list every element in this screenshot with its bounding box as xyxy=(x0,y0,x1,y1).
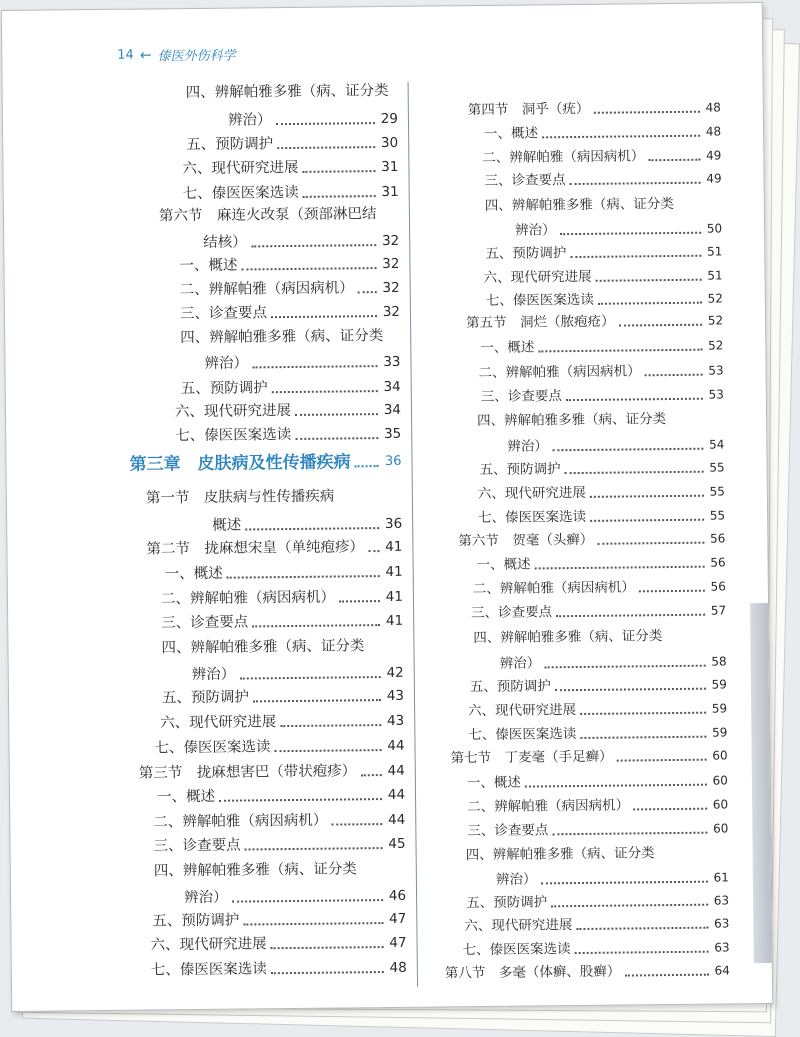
page-header xyxy=(117,45,235,65)
toc-entry-label: 一、概述 xyxy=(480,339,535,357)
dot-leader xyxy=(566,398,703,401)
toc-entry-label: 五、预防调护 xyxy=(180,380,268,398)
dot-leader xyxy=(245,847,383,850)
dot-leader xyxy=(555,688,706,692)
toc-entry-label: 七、傣医医案选读 xyxy=(485,291,594,309)
toc-entry-page: 30 xyxy=(380,134,399,152)
toc-entry[interactable] xyxy=(139,759,405,784)
toc-entry-label: 辨治） xyxy=(499,655,541,672)
dot-leader xyxy=(597,542,704,545)
toc-entry-page: 44 xyxy=(387,737,405,755)
dot-leader xyxy=(596,279,702,282)
toc-entry[interactable] xyxy=(473,623,726,648)
toc-entry-page: 43 xyxy=(386,712,405,730)
toc-entry-page: 59 xyxy=(712,725,728,740)
toc-entry-page: 55 xyxy=(709,508,726,523)
dot-leader xyxy=(251,244,376,247)
toc-entry-page: 55 xyxy=(709,460,725,475)
toc-entry[interactable] xyxy=(500,649,727,673)
dot-leader xyxy=(277,146,375,149)
toc-entry[interactable] xyxy=(507,432,724,456)
dot-leader xyxy=(252,365,377,368)
toc-entry-page: 56 xyxy=(710,579,726,594)
toc-entry-label: 四、辨解帕雅多雅（病、证分类 xyxy=(180,328,384,347)
toc-entry-page: 29 xyxy=(380,110,399,128)
toc-entry[interactable] xyxy=(478,479,725,504)
dot-leader xyxy=(645,374,703,377)
dot-leader xyxy=(576,927,708,930)
dot-leader xyxy=(331,823,382,826)
dot-leader xyxy=(227,575,380,579)
toc-entry-label: 二、辨解帕雅（病因病机） xyxy=(467,797,630,816)
toc-entry[interactable] xyxy=(484,119,721,143)
toc-entry-label: 一、概述 xyxy=(484,125,539,142)
dot-leader xyxy=(245,527,379,530)
dot-leader xyxy=(295,413,378,416)
toc-entry[interactable] xyxy=(181,375,401,399)
toc-entry-label: 四、辨解帕雅多雅（病、证分类 xyxy=(477,411,667,430)
toc-entry[interactable] xyxy=(146,535,402,560)
toc-entry-label: 三、诊查要点 xyxy=(480,388,562,406)
dot-leader xyxy=(239,676,380,679)
dot-leader xyxy=(241,267,376,270)
toc-entry-page: 52 xyxy=(707,313,724,328)
page-edge-shadow xyxy=(750,603,772,963)
toc-entry-label: 概述 xyxy=(212,517,242,534)
left-arrow-icon: ← xyxy=(139,46,152,64)
toc-entry-label: 六、现代研究进展 xyxy=(483,268,592,286)
toc-entry-label: 三、诊查要点 xyxy=(153,837,241,855)
toc-entry[interactable] xyxy=(485,191,722,215)
toc-entry-page: 46 xyxy=(388,887,407,905)
toc-entry-label: 五、预防调护 xyxy=(161,689,250,707)
dot-leader xyxy=(360,774,381,776)
toc-entry[interactable] xyxy=(204,350,400,374)
toc-entry-label: 第二节 拢麻想宋皇（单纯疱疹） xyxy=(146,539,365,558)
toc-entry-page: 52 xyxy=(707,291,723,306)
toc-entry[interactable] xyxy=(157,783,405,808)
toc-entry-label: 第八节 多毫（体癣、股癣） xyxy=(444,963,621,982)
toc-entry-label: 第六节 贺毫（头癣） xyxy=(458,531,594,550)
toc-entry-page: 63 xyxy=(713,893,730,908)
toc-entry-page: 53 xyxy=(708,387,724,402)
toc-entry[interactable] xyxy=(165,560,403,584)
toc-entry-page: 36 xyxy=(384,515,403,533)
toc-entry[interactable] xyxy=(159,202,399,227)
toc-entry-label: 六、现代研究进展 xyxy=(477,484,586,503)
toc-entry-label: 四、辨解帕雅多雅（病、证分类 xyxy=(161,638,365,657)
toc-entry-label: 第四节 洞乎（疣） xyxy=(467,100,590,119)
dot-leader xyxy=(219,798,382,802)
toc-entry-page: 49 xyxy=(705,148,722,163)
toc-entry-label: 辨治） xyxy=(507,438,548,455)
toc-entry-label: 第三节 拢麻想害巴（带状疱疹） xyxy=(138,763,357,782)
dot-leader xyxy=(590,495,704,498)
toc-entry-label: 第三章 皮肤病及性传播疾病 xyxy=(129,452,351,475)
toc-entry-page: 48 xyxy=(705,100,721,115)
toc-entry-page: 60 xyxy=(712,797,729,812)
dot-leader xyxy=(639,590,705,593)
toc-entry[interactable] xyxy=(479,455,724,480)
toc-entry-page: 35 xyxy=(383,425,402,443)
toc-entry-label: 第七节 丁麦毫（手足癣） xyxy=(450,748,613,767)
toc-entry-page: 54 xyxy=(709,437,725,452)
dot-leader xyxy=(253,699,381,702)
toc-entry[interactable] xyxy=(466,888,729,913)
toc-entry[interactable] xyxy=(180,276,400,300)
dot-leader xyxy=(551,904,708,908)
toc-entry[interactable] xyxy=(175,398,401,422)
toc-entry[interactable] xyxy=(161,634,403,659)
toc-entry[interactable] xyxy=(471,598,726,623)
toc-entry-label: 二、辨解帕雅（病因病机） xyxy=(482,148,645,166)
toc-entry[interactable] xyxy=(468,696,727,721)
toc-entry-label: 五、预防调护 xyxy=(479,461,561,479)
toc-entry-label: 五、预防调护 xyxy=(152,912,240,930)
toc-entry-page: 64 xyxy=(714,963,730,978)
toc-entry-label: 四、辨解帕雅多雅（病、证分类 xyxy=(465,845,655,864)
toc-entry-label: 四、辨解帕雅多雅（病、证分类 xyxy=(484,195,674,214)
toc-entry-label: 七、傣医医案选读 xyxy=(150,961,267,979)
toc-entry-page: 31 xyxy=(381,183,399,201)
dot-leader xyxy=(272,390,378,393)
toc-entry[interactable] xyxy=(481,382,724,407)
toc-entry-page: 43 xyxy=(386,687,405,705)
toc-entry-label: 一、概述 xyxy=(179,257,238,275)
toc-entry-page: 44 xyxy=(387,786,406,804)
toc-entry-page: 51 xyxy=(706,244,723,259)
toc-entry-label: 第六节 麻连火改泵（颈部淋巴结 xyxy=(158,206,377,225)
dot-leader xyxy=(540,881,707,885)
toc-entry-label: 辨治） xyxy=(495,871,537,888)
toc-entry-label: 辨治） xyxy=(227,112,272,129)
dot-leader xyxy=(232,899,383,903)
toc-entry-label: 一、概述 xyxy=(156,788,216,806)
toc-entry[interactable] xyxy=(179,252,399,276)
toc-entry[interactable] xyxy=(463,935,730,960)
dot-leader xyxy=(295,437,378,440)
toc-entry-page: 61 xyxy=(713,870,729,885)
toc-entry[interactable] xyxy=(466,308,723,333)
toc-entry[interactable] xyxy=(186,79,398,103)
dot-leader xyxy=(624,974,708,977)
column-divider xyxy=(408,82,418,987)
toc-entry[interactable] xyxy=(183,180,399,204)
dot-leader xyxy=(580,736,706,739)
dot-leader xyxy=(538,349,702,353)
toc-entry[interactable] xyxy=(496,865,729,889)
toc-entry-label: 第五节 洞烂（脓疱疮） xyxy=(465,313,615,332)
toc-entry-page: 48 xyxy=(389,959,407,976)
dot-leader xyxy=(575,951,709,954)
toc-entry-label: 六、现代研究进展 xyxy=(150,936,267,954)
toc-entry-label: 六、现代研究进展 xyxy=(468,702,577,720)
dot-leader xyxy=(552,448,703,452)
toc-entry[interactable] xyxy=(212,512,402,536)
toc-entry-page: 44 xyxy=(387,762,405,780)
toc-entry-page: 50 xyxy=(706,221,723,236)
toc-entry-page: 34 xyxy=(383,401,402,419)
dot-leader xyxy=(556,614,705,618)
toc-entry-label: 一、概述 xyxy=(476,556,531,574)
toc-entry-page: 57 xyxy=(710,603,727,618)
toc-entry[interactable] xyxy=(153,808,405,833)
toc-entry[interactable] xyxy=(161,609,403,634)
toc-entry-label: 七、傣医医案选读 xyxy=(182,184,299,203)
toc-entry[interactable] xyxy=(478,358,723,383)
toc-entry-label: 三、诊查要点 xyxy=(467,822,549,840)
toc-entry-page: 59 xyxy=(711,701,728,716)
toc-entry-page: 41 xyxy=(385,588,404,606)
toc-entry-label: 五、预防调护 xyxy=(469,678,551,696)
toc-entry-label: 四、辨解帕雅多雅（病、证分类 xyxy=(473,628,663,647)
dot-leader xyxy=(570,255,701,258)
toc-entry[interactable] xyxy=(152,907,406,932)
dot-leader xyxy=(271,971,384,974)
toc-entry-label: 五、预防调护 xyxy=(485,245,567,262)
toc-entry-page: 47 xyxy=(389,934,407,951)
toc-entry[interactable] xyxy=(478,503,725,528)
dot-leader xyxy=(565,471,704,474)
dot-leader xyxy=(560,232,701,235)
toc-entry[interactable] xyxy=(515,216,722,240)
toc-entry-page: 33 xyxy=(383,353,401,371)
toc-entry-page: 47 xyxy=(389,910,407,927)
dot-leader xyxy=(535,566,705,570)
toc-entry[interactable] xyxy=(162,684,404,709)
toc-entry[interactable] xyxy=(445,958,730,983)
toc-entry[interactable] xyxy=(203,229,399,253)
toc-entry-page: 45 xyxy=(388,835,406,853)
toc-entry[interactable] xyxy=(483,263,722,288)
toc-entry[interactable] xyxy=(161,585,403,610)
dot-leader xyxy=(275,122,374,125)
dot-leader xyxy=(593,111,699,114)
dot-leader xyxy=(619,324,702,327)
toc-entry[interactable] xyxy=(484,166,721,190)
dot-leader xyxy=(355,465,379,467)
toc-entry-label: 三、诊查要点 xyxy=(179,305,268,323)
dot-leader xyxy=(570,182,701,185)
dot-leader xyxy=(633,808,707,811)
toc-entry[interactable] xyxy=(477,406,724,431)
toc-entry-label: 第一节 皮肤病与性传播疾病 xyxy=(145,488,335,507)
toc-entry-page: 56 xyxy=(710,555,726,570)
toc-entry[interactable] xyxy=(464,911,729,936)
toc-entry-page: 36 xyxy=(384,453,402,470)
dot-leader xyxy=(302,170,375,173)
toc-entry[interactable] xyxy=(486,286,723,310)
toc-entry-label: 七、傣医医案选读 xyxy=(154,739,271,757)
toc-entry[interactable] xyxy=(467,816,728,841)
toc-entry-label: 六、现代研究进展 xyxy=(160,714,277,732)
toc-entry[interactable] xyxy=(160,709,404,734)
toc-entry[interactable] xyxy=(482,143,721,168)
toc-entry[interactable] xyxy=(180,300,400,324)
toc-entry-page: 59 xyxy=(711,677,727,692)
toc-entry-page: 53 xyxy=(708,363,724,378)
toc-entry-page: 41 xyxy=(385,612,404,630)
toc-entry-page: 42 xyxy=(386,664,404,682)
dot-leader xyxy=(280,724,381,727)
toc-entry[interactable] xyxy=(146,484,402,509)
toc-entry[interactable] xyxy=(485,239,722,263)
toc-entry-page: 32 xyxy=(382,303,401,321)
dot-leader xyxy=(275,749,382,752)
toc-entry[interactable] xyxy=(470,672,727,697)
dot-leader xyxy=(303,195,376,198)
toc-entry-page: 34 xyxy=(383,378,401,396)
toc-entry-page: 56 xyxy=(709,531,726,546)
toc-entry-page: 49 xyxy=(706,171,722,186)
dot-leader xyxy=(358,291,377,293)
dot-leader xyxy=(339,600,380,602)
dot-leader xyxy=(617,759,707,762)
toc-entry-page: 41 xyxy=(385,563,403,581)
toc-entry[interactable] xyxy=(182,155,398,179)
toc-entry-label: 三、诊查要点 xyxy=(161,614,249,632)
toc-entry-label: 二、辨解帕雅（病因病机） xyxy=(153,812,328,831)
toc-entry-label: 六、现代研究进展 xyxy=(182,159,299,178)
toc-entry-label: 二、辨解帕雅（病因病机） xyxy=(478,363,641,382)
toc-entry[interactable] xyxy=(458,526,725,551)
toc-entry-page: 32 xyxy=(382,279,400,297)
toc-entry-label: 三、诊查要点 xyxy=(484,172,566,189)
toc-entry-page: 55 xyxy=(709,484,725,499)
toc-entry[interactable] xyxy=(153,832,405,857)
dot-leader xyxy=(590,519,704,522)
toc-entry[interactable] xyxy=(466,840,729,865)
toc-entry-label: 五、预防调护 xyxy=(466,894,548,912)
toc-entry-label: 辨治） xyxy=(515,222,556,239)
toc-entry[interactable] xyxy=(186,131,398,155)
toc-entry-label: 七、傣医医案选读 xyxy=(462,941,571,959)
dot-leader xyxy=(542,135,700,139)
toc-entry-label: 七、傣医医案选读 xyxy=(478,508,587,527)
toc-entry-page: 51 xyxy=(707,268,723,283)
toc-entry-label: 二、辨解帕雅（病因病机） xyxy=(160,589,336,608)
toc-entry-label: 四、辨解帕雅多雅（病、证分类 xyxy=(153,861,357,880)
toc-entry-label: 二、辨解帕雅（病因病机） xyxy=(179,280,354,299)
dot-leader xyxy=(271,946,384,949)
page-number: 14 xyxy=(117,47,134,63)
toc-entry-page: 58 xyxy=(711,654,727,669)
toc-entry[interactable] xyxy=(476,550,725,575)
toc-entry-page: 63 xyxy=(714,916,730,931)
toc-entry-label: 四、辨解帕雅多雅（病、证分类 xyxy=(185,82,389,102)
toc-entry[interactable] xyxy=(175,422,401,446)
toc-entry[interactable] xyxy=(150,931,406,956)
toc-entry-label: 三、诊查要点 xyxy=(471,604,553,622)
dot-leader xyxy=(580,712,706,715)
toc-entry-label: 七、傣医医案选读 xyxy=(175,426,292,445)
toc-entry-page: 41 xyxy=(385,538,403,556)
dot-leader xyxy=(252,624,380,627)
toc-entry[interactable] xyxy=(180,324,400,348)
toc-entry[interactable] xyxy=(154,857,406,882)
toc-entry[interactable] xyxy=(192,661,404,685)
toc-entry-label: 二、辨解帕雅（病因病机） xyxy=(472,579,635,598)
toc-entry[interactable] xyxy=(184,884,406,908)
toc-entry-label: 一、概述 xyxy=(164,565,223,583)
dot-leader xyxy=(243,922,383,925)
toc-entry[interactable] xyxy=(480,333,723,358)
toc-entry-label: 辨治） xyxy=(191,666,236,684)
toc-entry[interactable] xyxy=(154,734,404,759)
toc-entry-page: 32 xyxy=(382,255,400,273)
toc-entry[interactable] xyxy=(228,107,398,131)
toc-entry-page: 60 xyxy=(712,748,728,763)
toc-entry-page: 44 xyxy=(388,811,406,829)
toc-entry-label: 结核） xyxy=(203,234,247,251)
toc-entry[interactable] xyxy=(151,956,407,981)
dot-leader xyxy=(544,665,705,669)
toc-entry-page: 32 xyxy=(381,232,400,250)
toc-entry-label: 一、概述 xyxy=(466,774,521,792)
toc-entry-page: 60 xyxy=(712,773,728,788)
toc-page xyxy=(1,2,773,1012)
toc-entry[interactable] xyxy=(451,743,728,768)
toc-entry-page: 48 xyxy=(705,124,722,139)
dot-leader xyxy=(598,302,702,305)
dot-leader xyxy=(648,159,700,162)
toc-entry-page: 60 xyxy=(713,821,729,836)
dot-leader xyxy=(525,784,707,788)
toc-entry-label: 六、现代研究进展 xyxy=(174,403,292,421)
toc-entry[interactable] xyxy=(473,574,726,599)
toc-entry-label: 五、预防调护 xyxy=(186,136,274,154)
toc-entry-label: 辨治） xyxy=(184,889,228,907)
toc-entry[interactable] xyxy=(467,792,728,817)
toc-entry-page: 31 xyxy=(381,158,399,176)
chapter-heading[interactable] xyxy=(129,450,401,475)
toc-entry-label: 七、傣医医案选读 xyxy=(468,726,577,744)
toc-entry[interactable] xyxy=(468,95,721,120)
book-title: 傣医外伤科学 xyxy=(157,48,236,65)
toc-entry-page: 63 xyxy=(714,940,730,955)
toc-entry[interactable] xyxy=(468,720,727,745)
toc-entry[interactable] xyxy=(467,768,728,793)
toc-entry-label: 辨治） xyxy=(204,355,249,372)
toc-entry-page: 52 xyxy=(707,338,724,353)
dot-leader xyxy=(271,315,377,318)
toc-entry-label: 六、现代研究进展 xyxy=(464,917,573,935)
dot-leader xyxy=(368,550,379,552)
dot-leader xyxy=(552,832,707,836)
